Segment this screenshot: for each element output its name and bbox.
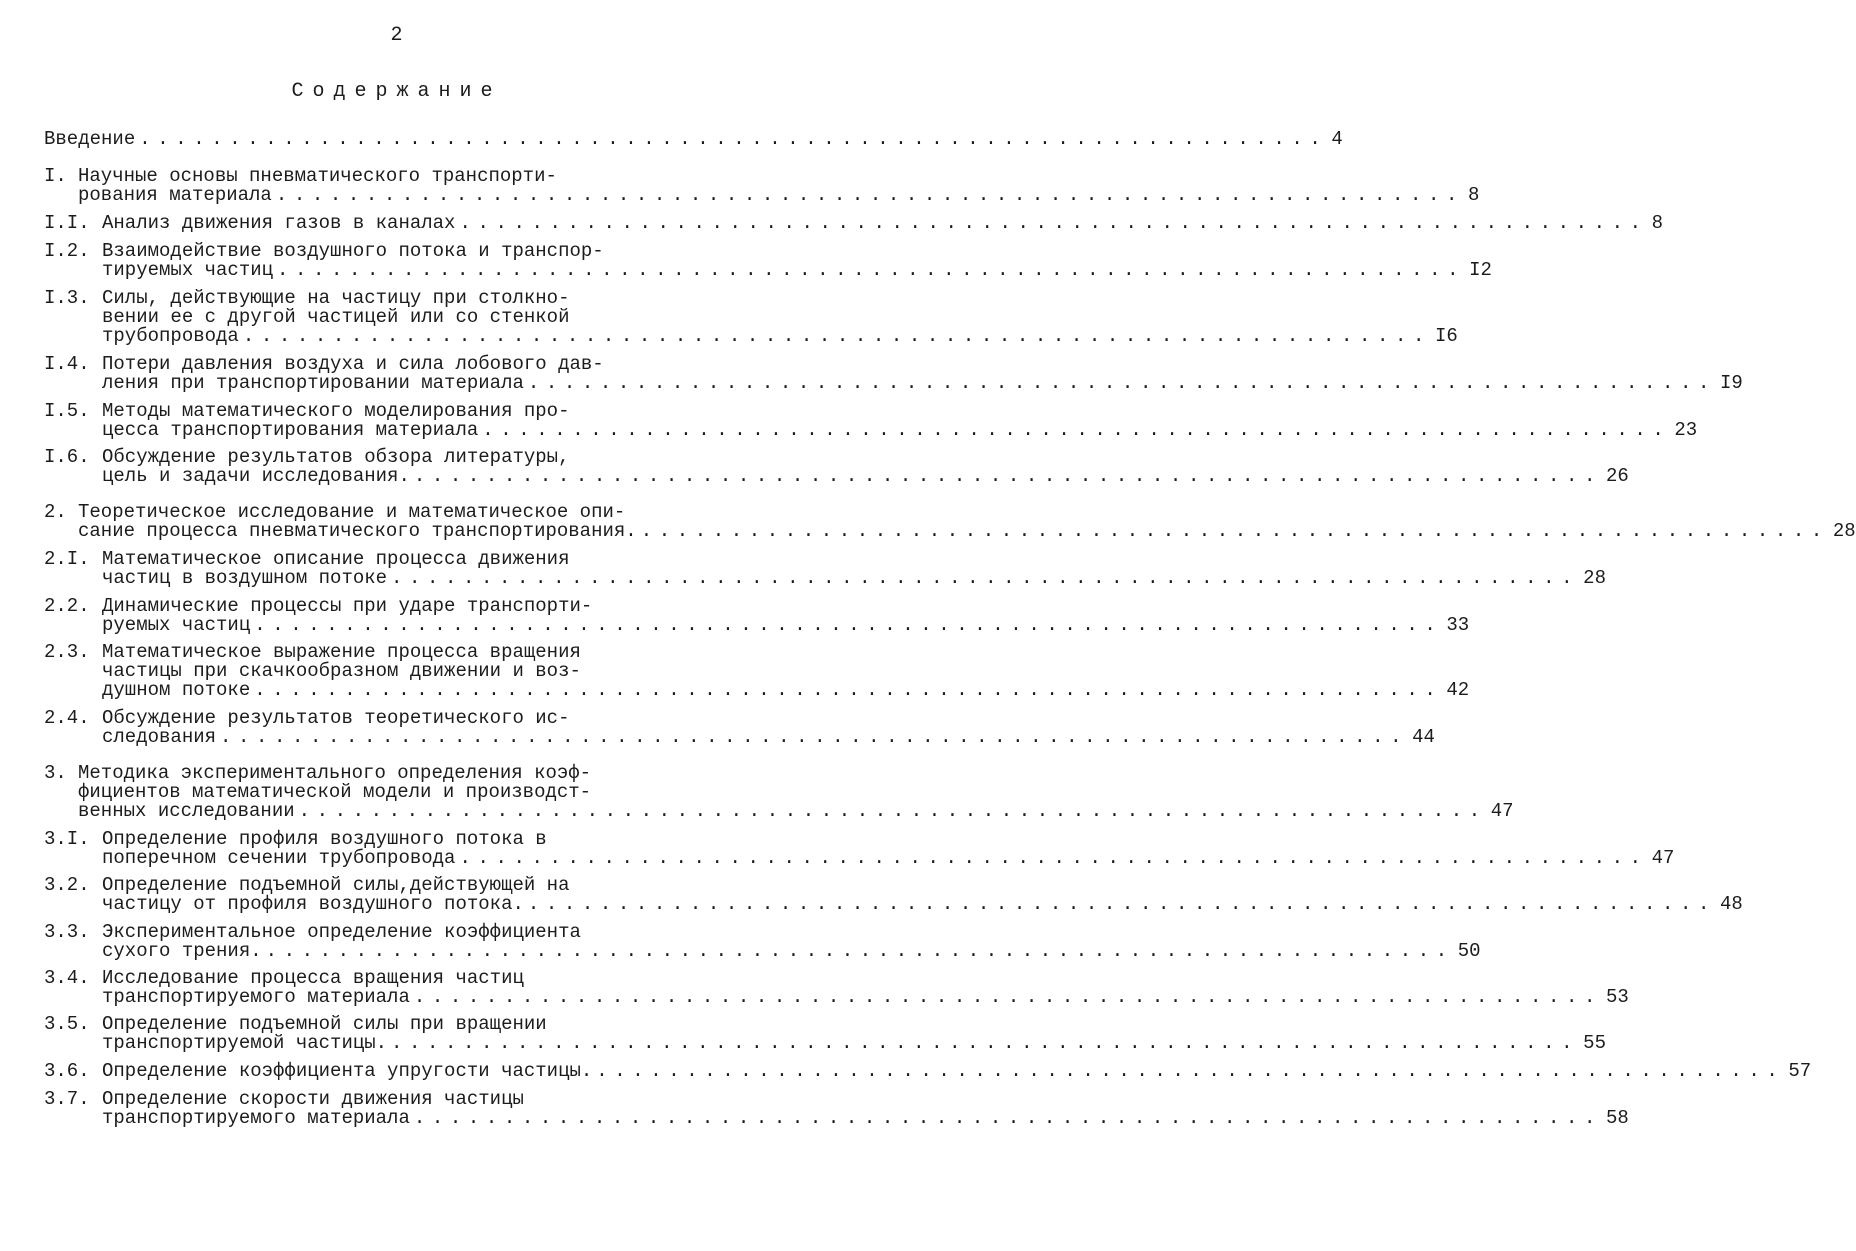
toc-entry <box>44 762 1514 822</box>
toc-entry-number: I.I. <box>44 212 90 234</box>
toc-entry <box>44 595 1470 636</box>
toc-entry-line: транспортируемого материала <box>102 986 410 1008</box>
dot-leader: .................................................................. <box>413 465 1602 487</box>
toc-entry <box>44 287 1458 347</box>
toc-entry-line: тируемых частиц <box>102 259 274 281</box>
toc-entry-line: частицу от профиля воздушного потока. <box>102 893 524 915</box>
toc-entry-line: Определение подъемной силы,действующей на <box>102 874 570 896</box>
toc-entry <box>44 400 1698 441</box>
toc-entry-line: Динамические процессы при ударе транспорти- <box>102 595 593 617</box>
toc-entry-line: Силы, действующие на частицу при столкно- <box>102 287 570 309</box>
toc-entry-line: сухого трения. <box>102 940 262 962</box>
toc-entry-number: I.2. <box>44 240 90 262</box>
toc-entry-number: 2.I. <box>44 548 90 570</box>
toc-entry <box>44 707 1435 748</box>
toc-page-number: 48 <box>1720 893 1743 915</box>
dot-leader: .................................................................. <box>413 986 1602 1008</box>
toc-entry-text <box>102 1060 1812 1082</box>
toc-entry-text <box>102 400 1698 441</box>
toc-entry-line: следования <box>102 726 217 748</box>
toc-entry <box>44 353 1743 394</box>
dot-leader: .................................................................. <box>640 520 1829 542</box>
toc-entry <box>44 921 1481 962</box>
toc-entry-line: фициентов математической модели и производст- <box>78 781 592 803</box>
toc-entry-line: Математическое описание процесса движения <box>102 548 570 570</box>
dot-leader: .................................................................. <box>298 800 1487 822</box>
toc-entry-text <box>102 1088 1629 1129</box>
toc-entry <box>44 165 1480 206</box>
toc-entry-number: I.6. <box>44 446 90 468</box>
toc-page-number: 47 <box>1490 800 1514 822</box>
toc-page-number: I2 <box>1469 259 1492 281</box>
toc-entry-line: Исследование процесса вращения частиц <box>102 967 524 989</box>
toc-entry-text <box>102 595 1470 636</box>
toc-entry-text <box>102 921 1481 962</box>
toc-entry-line: Определение коэффициента упругости частицы. <box>102 1060 593 1082</box>
dot-leader: .................................................................. <box>265 940 1454 962</box>
toc-entry-number: 3.4. <box>44 967 90 989</box>
toc-entry-line: Теоретическое исследование и математическое опи- <box>78 501 626 523</box>
toc-entry-line: ления при транспортировании материала <box>102 372 524 394</box>
toc-entry-number: I.3. <box>44 287 90 309</box>
toc-entry-number: I. <box>44 165 67 187</box>
toc-page-number: 55 <box>1583 1032 1606 1054</box>
toc-entry-line: Экспериментальное определение коэффициента <box>102 921 581 943</box>
toc-entry-number: I.5. <box>44 400 90 422</box>
toc-entry-text <box>102 967 1629 1008</box>
toc-entry-number: 2.2. <box>44 595 90 617</box>
dot-leader: .................................................................. <box>527 372 1716 394</box>
toc-page-number: 26 <box>1605 465 1629 487</box>
toc-entry <box>44 212 1663 234</box>
toc-entry-text <box>102 212 1663 234</box>
toc-entry <box>44 1088 1629 1129</box>
toc-entry <box>44 240 1492 281</box>
toc-entry-line: Определение скорости движения частицы <box>102 1088 524 1110</box>
toc-entry-text <box>78 165 1480 206</box>
toc-entry <box>44 828 1675 869</box>
toc-entry <box>44 128 1343 150</box>
toc-entry-number: I.4. <box>44 353 90 375</box>
dot-leader: .................................................................. <box>482 419 1671 441</box>
toc-page-number: I9 <box>1720 372 1743 394</box>
toc-entry-number: 3.2. <box>44 874 90 896</box>
toc-entry-line: цесса транспортирования материала <box>102 419 479 441</box>
toc-entry-line: поперечном сечении трубопровода <box>102 847 456 869</box>
toc-entry-text <box>78 762 1514 822</box>
toc-entry-line: вении ее с другой частицей или со стенкой <box>102 306 570 328</box>
dot-leader: .................................................................. <box>220 726 1409 748</box>
toc-page-number: 8 <box>1467 184 1480 206</box>
toc-entry-line: частиц в воздушном потоке <box>102 567 388 589</box>
toc-entry-text <box>102 1013 1606 1054</box>
toc-entry-text <box>78 501 1856 542</box>
toc-page-number: 4 <box>1331 128 1343 150</box>
dot-leader: .................................................................. <box>277 259 1466 281</box>
toc-entry-text <box>44 128 1343 150</box>
toc-entry-line: сание процесса пневматического транспортирования. <box>78 520 637 542</box>
toc-entry <box>44 641 1470 701</box>
toc-entry-text <box>102 548 1606 589</box>
toc-page-number: 44 <box>1412 726 1435 748</box>
toc-entry-line: транспортируемого материала <box>102 1107 410 1129</box>
toc-entry-line: частицы при скачкообразном движении и воз- <box>102 660 581 682</box>
toc-entry <box>44 501 1856 542</box>
dot-leader: .................................................................. <box>242 325 1431 347</box>
dot-leader: .................................................................. <box>527 893 1716 915</box>
toc-entry-line: Определение профиля воздушного потока в <box>102 828 547 850</box>
dot-leader: .................................................................. <box>391 567 1580 589</box>
toc-entry-line: Методы математического моделирования про- <box>102 400 570 422</box>
toc-page-number: 33 <box>1446 614 1470 636</box>
toc-entry-line: рования материала <box>78 184 272 206</box>
toc-entry-text <box>102 353 1743 394</box>
toc-entry-line: Взаимодействие воздушного потока и транспор- <box>102 240 604 262</box>
toc-entry-number: 2.3. <box>44 641 90 663</box>
toc-entry-line: руемых частиц <box>102 614 251 636</box>
toc-entry-text <box>102 287 1458 347</box>
dot-leader: .................................................................. <box>391 1032 1580 1054</box>
toc-entry-line: Введение <box>44 128 136 150</box>
toc-entry-line: Определение подъемной силы при вращении <box>102 1013 547 1035</box>
toc-entry-line: Потери давления воздуха и сила лобового дав- <box>102 353 604 375</box>
toc-entry-line: трубопровода <box>102 325 239 347</box>
dot-leader: .................................................................. <box>139 128 1328 150</box>
toc-entry-number: 3.I. <box>44 828 90 850</box>
toc-entry <box>44 446 1629 487</box>
toc-entry-text <box>102 828 1675 869</box>
toc-entry-number: 2.4. <box>44 707 90 729</box>
toc-page-number: 23 <box>1674 419 1698 441</box>
toc-entry-number: 3. <box>44 762 67 784</box>
toc-entry-text <box>102 641 1470 701</box>
dot-leader: .................................................................. <box>254 679 1443 701</box>
toc-entry-line: Математическое выражение процесса вращения <box>102 641 581 663</box>
toc-page-number: 57 <box>1788 1060 1812 1082</box>
toc-entry-line: транспортируемой частицы. <box>102 1032 388 1054</box>
toc-entry <box>44 1013 1606 1054</box>
toc-entry-number: 3.5. <box>44 1013 90 1035</box>
toc-entry-number: 3.7. <box>44 1088 90 1110</box>
toc-entry-line: венных исследовании <box>78 800 295 822</box>
toc-page-number: 42 <box>1446 679 1470 701</box>
toc-page-number: 47 <box>1651 847 1675 869</box>
toc-entry-line: цель и задачи исследования. <box>102 465 410 487</box>
toc-entry <box>44 874 1743 915</box>
toc-entry-line: Обсуждение результатов теоретического ис- <box>102 707 570 729</box>
toc-entry-text <box>102 446 1629 487</box>
toc-entry <box>44 548 1606 589</box>
toc-entry-text <box>102 240 1492 281</box>
page-title: Содержание <box>291 80 502 103</box>
toc-entry-line: Анализ движения газов в каналах <box>102 212 456 234</box>
toc-page-number: 58 <box>1605 1107 1629 1129</box>
toc-page-number: 50 <box>1457 940 1481 962</box>
toc-entry-line: душном потоке <box>102 679 251 701</box>
toc-page-number: 8 <box>1651 212 1663 234</box>
toc-page-number: 53 <box>1605 986 1629 1008</box>
toc-entry-text <box>102 874 1743 915</box>
dot-leader: .................................................................. <box>254 614 1443 636</box>
toc-entry-text <box>102 707 1435 748</box>
toc-page-number: 28 <box>1583 567 1606 589</box>
dot-leader: .................................................................. <box>459 847 1648 869</box>
toc-entry <box>44 1060 1812 1082</box>
toc-entry-line: Научные основы пневматического транспорти- <box>78 165 557 187</box>
toc-entry-number: 3.6. <box>44 1060 90 1082</box>
toc-entry-number: 2. <box>44 501 67 523</box>
toc-entry-line: Методика экспериментального определения коэф- <box>78 762 592 784</box>
toc-page-number: 28 <box>1832 520 1856 542</box>
dot-leader: .................................................................. <box>413 1107 1602 1129</box>
dot-leader: .................................................................. <box>275 184 1464 206</box>
toc-entry-number: 3.3. <box>44 921 90 943</box>
dot-leader: .................................................................. <box>596 1060 1785 1082</box>
toc-page-number: I6 <box>1434 325 1458 347</box>
toc-entry <box>44 967 1629 1008</box>
dot-leader: .................................................................. <box>459 212 1648 234</box>
page-number: 2 <box>390 24 403 47</box>
toc-entry-line: Обсуждение результатов обзора литературы, <box>102 446 570 468</box>
